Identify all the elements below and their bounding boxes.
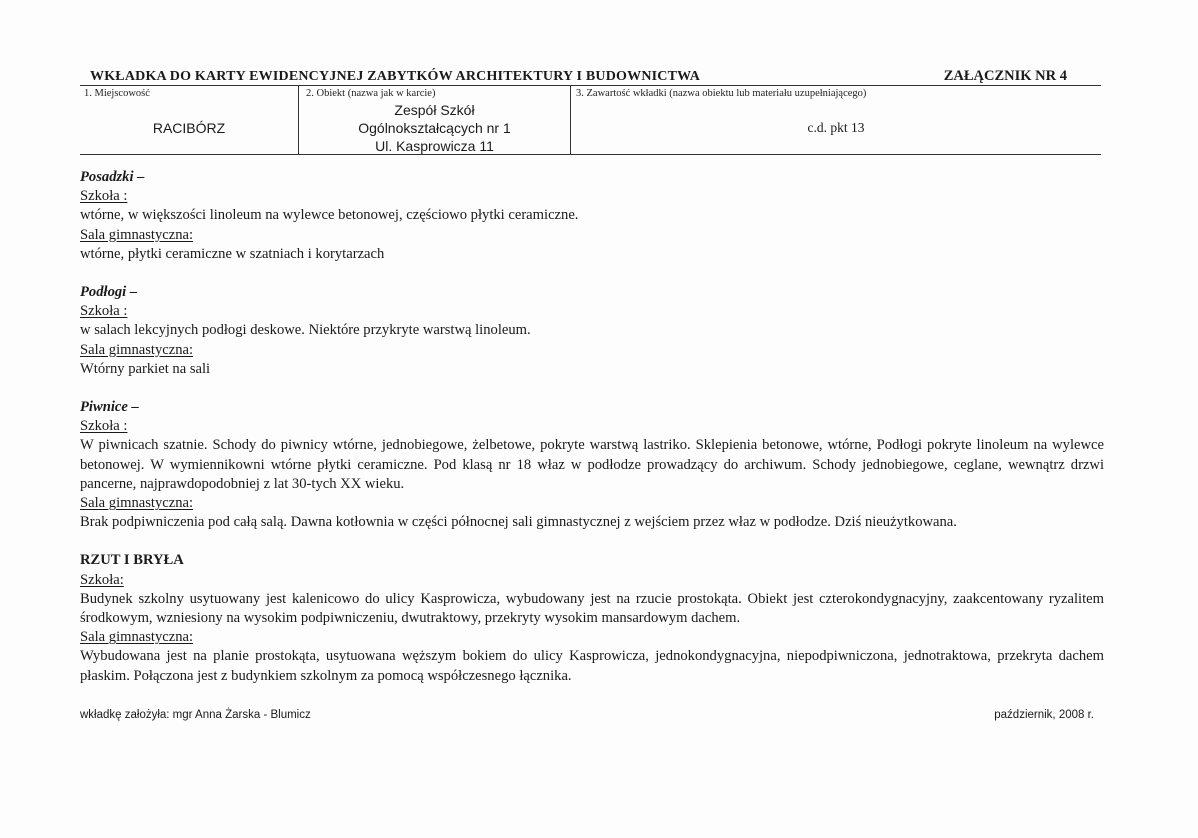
school-label: Szkoła :: [80, 418, 128, 435]
school-text: Budynek szkolny usytuowany jest kalenicowo do ulicy Kasprowicza, wybudowany jest na rzucie prostokąta. Obiekt jest czterokondygnacyjny, zaakcentowany ryzalitem środkowym, wzniesiony na wysokim podpiwniczeniu, dwutraktowy, przekryty wysokim mansardowym dachem.: [80, 590, 1104, 627]
school-label: Szkoła :: [80, 188, 128, 205]
locality-label: 1. Miejscowość: [84, 88, 150, 99]
insert-content-value: c.d. pkt 13: [807, 120, 865, 135]
gym-text: Wybudowana jest na planie prostokąta, usytuowana węższym bokiem do ulicy Kasprowicza, jednokondygnacyjna, niepodpiwniczona, jednotraktowa, przekryta dachem płaskim. Połączona jest z budynkiem szkolnym za pomocą współczesnego łącznika.: [80, 648, 1104, 684]
object-label: 2. Obiekt (nazwa jak w karcie): [306, 88, 436, 99]
section-posadzki: [80, 168, 1104, 264]
locality-value: RACIBÓRZ: [152, 120, 226, 136]
school-text: wtórne, w większości linoleum na wylewce betonowej, częściowo płytki ceramiczne.: [80, 207, 579, 224]
gym-label: Sala gimnastyczna:: [80, 341, 194, 358]
section-heading: RZUT I BRYŁA: [80, 552, 184, 569]
section-piwnice: [80, 398, 1104, 532]
gym-text: Brak podpiwniczenia pod całą salą. Dawna kotłownia w części północnej sali gimnastycznej z wejściem przez właz w podłodze. Dziś nieużytkowana.: [80, 514, 957, 531]
object-name-line1: Zespół Szkół: [394, 102, 475, 118]
school-label: Szkoła :: [80, 303, 128, 320]
header-bottom-rule: [80, 154, 1101, 155]
school-label: Szkoła:: [80, 571, 124, 588]
section-heading: Podłogi –: [80, 284, 138, 301]
gym-label: Sala gimnastyczna:: [80, 629, 194, 646]
object-name-line2: Ogólnokształcących nr 1: [358, 120, 511, 136]
gym-label: Sala gimnastyczna:: [80, 495, 194, 512]
school-text: W piwnicach szatnie. Schody do piwnicy wtórne, jednobiegowe, żelbetowe, pokryte warstwą lastriko. Sklepienia betonowe, wtórne, Podłogi pokryte linoleum na wylewce betonowej. W wymiennikowni wtórne płytki ceramiczne. Pod klasą nr 18 właz w podłodze prowadzący do archiwum. Schody jednobiegowe, ceglane, wewnątrz drzwi pancerne, najprawdopodobniej z lat 30-tych XX wieku.: [80, 437, 1104, 492]
gym-text: wtórne, płytki ceramiczne w szatniach i korytarzach: [80, 245, 385, 262]
gym-text: Wtórny parkiet na sali: [80, 360, 211, 377]
object-address: Ul. Kasprowicza 11: [375, 138, 494, 154]
section-heading: Posadzki –: [80, 169, 145, 185]
section-rzut-i-bryla: [80, 551, 1104, 685]
school-text: w salach lekcyjnych podłogi deskowe. Niektóre przykryte warstwą linoleum.: [80, 322, 531, 339]
document-title: WKŁADKA DO KARTY EWIDENCYJNEJ ZABYTKÓW ARCHITEKTURY I BUDOWNICTWA: [90, 69, 701, 84]
insert-content-label: 3. Zawartość wkładki (nazwa obiektu lub materiału uzupełniającego): [576, 88, 867, 99]
section-podlogi: [80, 283, 1104, 379]
header-top-rule: [80, 85, 1101, 86]
document-body: [80, 168, 1104, 705]
document-date: październik, 2008 r.: [994, 709, 1094, 721]
gym-label: Sala gimnastyczna:: [80, 226, 194, 243]
annex-number: ZAŁĄCZNIK NR 4: [943, 68, 1067, 84]
author-note: wkładkę założyła: mgr Anna Żarska - Blumicz: [80, 709, 311, 721]
section-heading: Piwnice –: [80, 399, 139, 416]
